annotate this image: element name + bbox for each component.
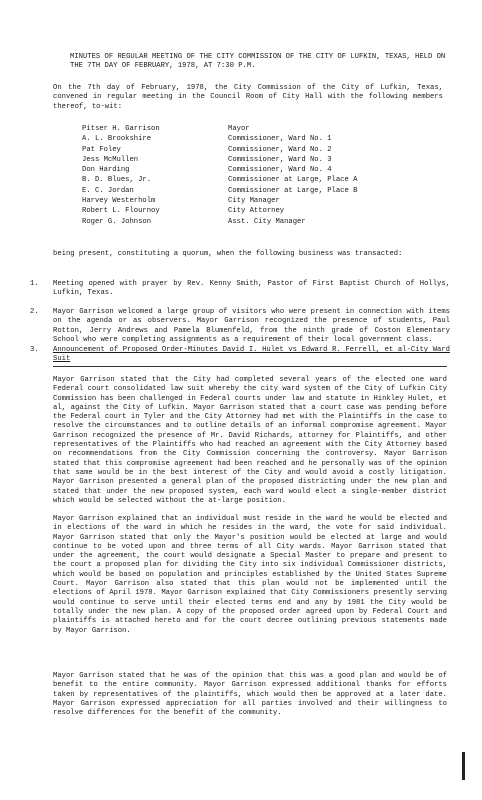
member-name: Pitser H. Garrison <box>82 125 160 133</box>
item-heading: Announcement of Proposed Order-Minutes David I. Hulet vs Edward R. Ferrell, et al-City Ward Suit <box>53 346 450 364</box>
member-title: Commissioner, Ward No. 1 <box>228 135 332 144</box>
body-paragraph: Mayor Garrison explained that an individual must reside in the ward he would be elected and in elections of the ward in which he resides in the ward, the vote for said individual. Mayor Garrison stated that only the Mayor's position would be elected at large and would continue to be voted upon and three terms of all City wards. Mayor Garrison stated that under the agreement, the court would designate a Special Master to prepare and present to the court a proposed plan for dividing the City into six individual Commissioner districts, which would be based on population and principles established by the United States Supreme Court. Mayor Garrison also stated that this plan would not be implemented until the elections of April 1978. Mayor Garrison explained that City Commissioners presently serving would continue to serve until their elected terms end and any by 1981 the City would be totally under the new plan. A copy of the proposed order agreed upon by Federal Court and plaintiffs is attached hereto and for the court decree outlining previous statements made by Mayor Garrison. <box>53 515 447 635</box>
member-name: Jess McMullen <box>82 155 139 164</box>
body-paragraph: Mayor Garrison stated that the City had completed several years of the elected one ward Federal court consolidated law suit whereby the city ward system of the City of Lufkin City Commission has been challenged in Federal courts under law and statute in Hinkley Hulet, et al, against the City of Lufkin. Mayor Garrison stated that a court case was pending before the Federal court in Tyler and the City Attorney had met with the Plaintiffs in the case to resolve the circumstances and to outline details of an informal compromise agreement. Mayor Garrison recognized the presence of Mr. David Richards, attorney for Plaintiffs, and other representatives of the Plaintiffs who had reached an agreement with the City Attorney based on recommendations from the City Commission concerning the controversy. Mayor Garrison stated that this compromise agreement had been reached and he personally was of the opinion that same would be in the best interest of the City and would avoid a costly litigation. Mayor Garrison presented a general plan of the proposed districting under the new plan and stated that under the new proposed system, each ward would elect a single-member district which would be selected without the at-large position. <box>53 376 447 505</box>
page-title: MINUTES OF REGULAR MEETING OF THE CITY COMMISSION OF THE CITY OF LUFKIN, TEXAS, HELD ON THE 7TH DAY OF FEBRUARY, 1978, AT 7:30 P.M. <box>70 53 446 71</box>
roster-row <box>82 125 442 135</box>
roster-row <box>82 135 442 145</box>
item-text: Mayor Garrison welcomed a large group of visitors who were present in connection with items on the agenda or as observers. Mayor Garrison recognized the presence of students, Paul Rotton, Jerry Andrews and Pamela Blumenfeld, from the ninth grade of Coston Elementary School who were completing assignments as a requirement of their local government class. <box>53 308 450 344</box>
roster-row <box>82 146 442 156</box>
member-roster <box>82 125 442 228</box>
roster-row <box>82 176 442 186</box>
roster-row <box>82 156 442 166</box>
member-title: Commissioner, Ward No. 3 <box>228 155 332 164</box>
item-text: Meeting opened with prayer by Rev. Kenny Smith, Pastor of First Baptist Church of Hollys, Lufkin, Texas. <box>53 280 450 298</box>
member-title: Commissioner, Ward No. 2 <box>228 145 332 154</box>
roster-row <box>82 197 442 207</box>
roster-row <box>82 218 442 228</box>
member-title: City Attorney <box>228 207 285 216</box>
agenda-item-2 <box>30 308 450 345</box>
member-name: Pat Foley <box>82 145 121 154</box>
member-title: Mayor <box>228 125 250 133</box>
agenda-item-1 <box>30 280 450 299</box>
member-name: B. D. Blues, Jr. <box>82 176 152 185</box>
member-title: City Manager <box>228 197 280 206</box>
item-number: 3. <box>30 346 39 354</box>
member-title: Asst. City Manager <box>228 217 306 226</box>
body-paragraph: Mayor Garrison stated that he was of the opinion that this was a good plan and would be of benefit to the entire community. Mayor Garrison expressed additional thanks for efforts taken by representatives of the plaintiffs, which would then be approved at a later date. Mayor Garrison expressed appreciation for all parties involved and their willingness to resolve differences for the benefit of the community. <box>53 672 447 718</box>
member-title: Commissioner, Ward No. 4 <box>228 166 332 175</box>
member-name: Harvey Westerholm <box>82 197 156 206</box>
intro-paragraph: On the 7th day of February, 1978, the City Commission of the City of Lufkin, Texas, convened in regular meeting in the Council Room of City Hall with the following members thereof, to-wit: <box>53 84 443 111</box>
member-title: Commissioner at Large, Place A <box>228 176 358 185</box>
scan-edge-mark <box>462 752 465 780</box>
member-name: A. L. Brookshire <box>82 135 152 144</box>
roster-row <box>82 187 442 197</box>
member-name: Roger G. Johnson <box>82 217 152 226</box>
member-name: E. C. Jordan <box>82 186 134 195</box>
roster-row <box>82 207 442 217</box>
item-number: 2. <box>30 308 39 316</box>
member-name: Robert L. Flournoy <box>82 207 160 216</box>
roster-row <box>82 166 442 176</box>
item-number: 1. <box>30 280 39 288</box>
member-name: Don Harding <box>82 166 130 175</box>
member-title: Commissioner at Large, Place B <box>228 186 358 195</box>
quorum-paragraph: being present, constituting a quorum, when the following business was transacted: <box>53 250 403 258</box>
section-divider <box>53 366 447 367</box>
agenda-item-3 <box>30 346 450 365</box>
